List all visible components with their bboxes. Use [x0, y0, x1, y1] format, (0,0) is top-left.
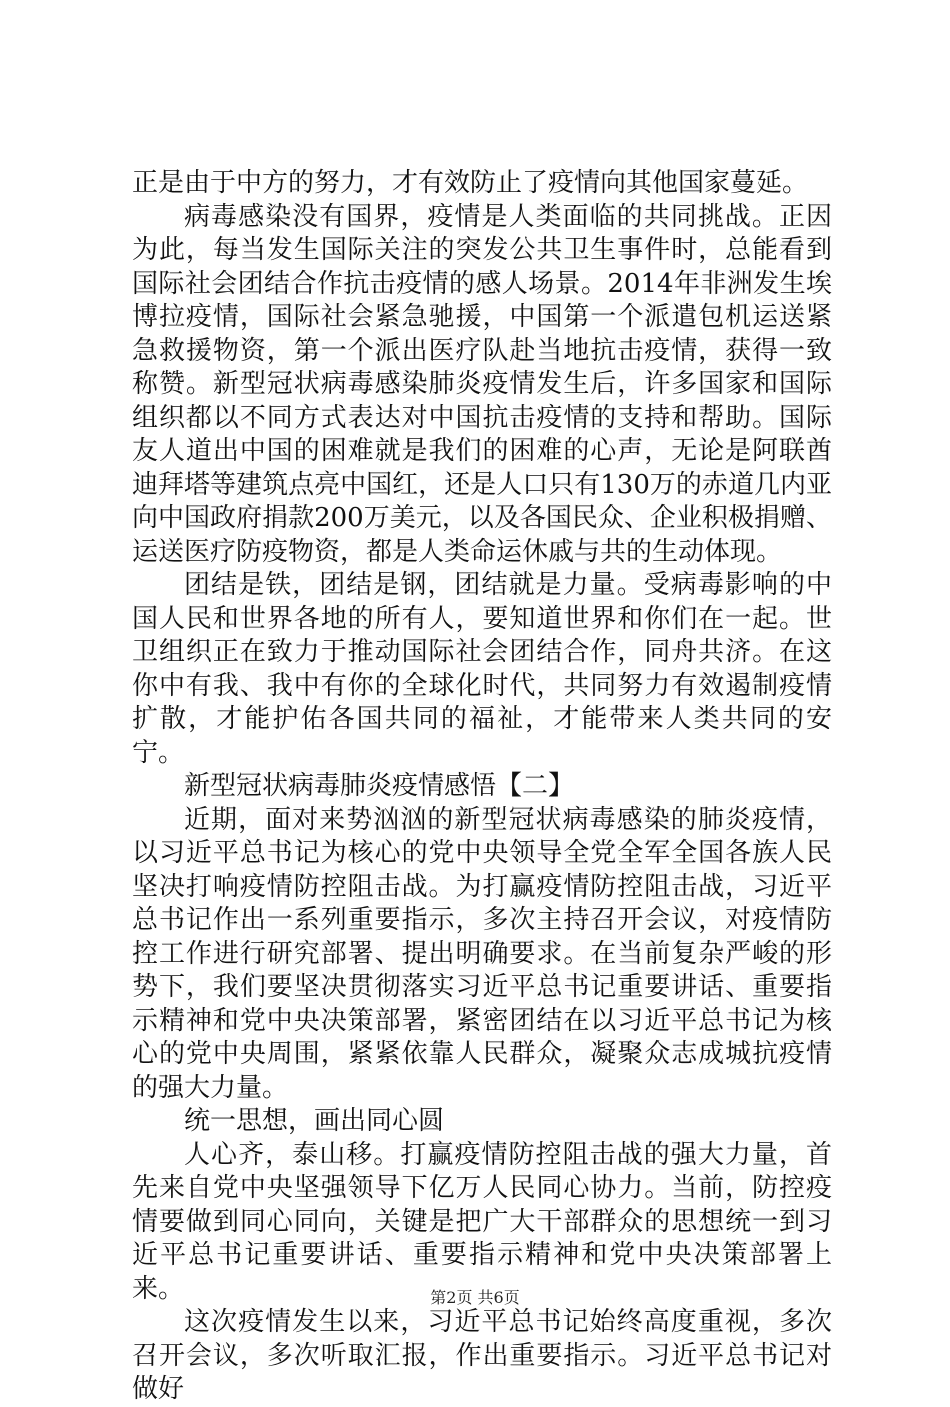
- paragraph-4: 近期，面对来势汹汹的新型冠状病毒感染的肺炎疫情，以习近平总书记为核心的党中央领导全党全军全国各族人民坚决打响疫情防控阻击战。为打赢疫情防控阻击战，习近平总书记作出一系列重要指示，多次主持召开会议，对疫情防控工作进行研究部署、提出明确要求。在当前复杂严峻的形势下，我们要坚决贯彻落实习近平总书记重要讲话、重要指示精神和党中央决策部署，紧密团结在以习近平总书记为核心的党中央周围，紧紧依靠人民群众，凝聚众志成城抗疫情的强大力量。: [132, 804, 832, 1103]
- page-footer: [0, 1285, 950, 1308]
- section-heading-2: 新型冠状病毒肺炎疫情感悟【二】: [184, 771, 575, 801]
- paragraph-3: 团结是铁，团结是钢，团结就是力量。受病毒影响的中国人民和世界各地的所有人，要知道世界和你们在一起。世卫组织正在致力于推动国际社会团结合作，同舟共济。在这你中有我、我中有你的全球化时代，共同努力有效遏制疫情扩散，才能护佑各国共同的福祉，才能带来人类共同的安宁。: [132, 570, 832, 768]
- paragraph-2: 病毒感染没有国界，疫情是人类面临的共同挑战。正因为此，每当发生国际关注的突发公共卫生事件时，总能看到国际社会团结合作抗击疫情的感人场景。2014年非洲发生埃博拉疫情，国际社会紧急驰援，中国第一个派遣包机运送紧急救援物资，第一个派出医疗队赴当地抗击疫情，获得一致称赞。新型冠状病毒感染肺炎疫情发生后，许多国家和国际组织都以不同方式表达对中国抗击疫情的支持和帮助。国际友人道出中国的困难就是我们的困难的心声，无论是阿联酋迪拜塔等建筑点亮中国红，还是人口只有130万的赤道几内亚向中国政府捐款200万美元，以及各国民众、企业积极捐赠、运送医疗防疫物资，都是人类命运休戚与共的生动体现。: [132, 201, 832, 567]
- paragraph-5: 人心齐，泰山移。打赢疫情防控阻击战的强大力量，首先来自党中央坚强领导下亿万人民同心协力。当前，防控疫情要做到同心同向，关键是把广大干部群众的思想统一到习近平总书记重要讲话、重要指示精神和党中央决策部署上来。: [132, 1139, 832, 1304]
- subheading-unify-thought: 统一思想，画出同心圆: [184, 1106, 445, 1136]
- paragraph-1: 正是由于中方的努力，才有效防止了疫情向其他国家蔓延。: [132, 168, 809, 198]
- paragraph-6: 这次疫情发生以来，习近平总书记始终高度重视，多次召开会议，多次听取汇报，作出重要指示。习近平总书记对做好: [132, 1307, 832, 1404]
- document-body: [132, 167, 832, 1407]
- page-number: 第2页 共6页: [430, 1288, 520, 1307]
